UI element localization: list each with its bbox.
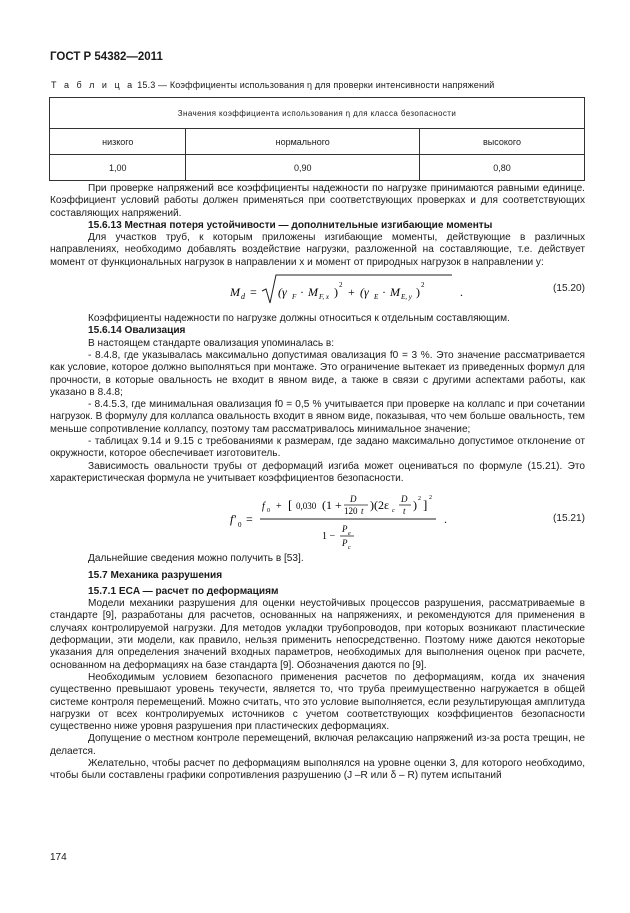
svg-text:D: D bbox=[401, 494, 408, 505]
svg-text:·: · bbox=[300, 285, 304, 300]
table-cell: 1,00 bbox=[50, 155, 186, 181]
svg-text:D: D bbox=[350, 494, 357, 505]
svg-text:c: c bbox=[392, 508, 395, 515]
svg-text:+: + bbox=[348, 285, 355, 300]
paragraph: Дальнейшие сведения можно получить в [53]. bbox=[88, 553, 304, 565]
table-column-header: высокого bbox=[419, 129, 584, 155]
svg-text:): ) bbox=[416, 285, 420, 300]
list-item: - 8.4.5.3, где минимальная овализация f0 = 0,5 % учитывается при проверке на коллапс и при сочетании нагрузок. В формулу для коллапса овальность входит в явном виде, показывая, что чем больше овальность, тем меньше сопротивление коллапсу, поэтому там рассматривалось минимальное значение; bbox=[50, 399, 585, 435]
formula-15-20 bbox=[50, 269, 585, 313]
paragraph: Зависимость овальности трубы от деформаций изгиба может оцениваться по формуле (15.21). Это характеристическая формула не учитывает коэффициентов безопасности. bbox=[50, 460, 585, 484]
svg-text:M: M bbox=[230, 285, 240, 300]
list-item: - таблицах 9.14 и 9.15 с требованиями к размерам, где задано максимально допустимое отклонение от окружности, которое обеспечивает изготовитель. bbox=[50, 436, 585, 460]
svg-text:(γ: (γ bbox=[278, 285, 287, 300]
section-heading: 15.6.14 Овализация bbox=[88, 325, 186, 337]
coefficients-table bbox=[49, 97, 585, 181]
formula-ovalization-graphic bbox=[230, 487, 490, 553]
list-item: - 8.4.8, где указывалась максимально допустимая овализация f0 = 3 %. Это значение рассматривается как условие, которое должно выполняться при монтаже. Это ограничение вытекает из приведенных формул для прочности, в которые овальность не входит в явном виде, а также в связи с другими аспектами работы, как указано в 8.4.8; bbox=[50, 349, 585, 398]
paragraph: Необходимым условием безопасного применения расчетов по деформациям, когда их значения существенно превышают уровень текучести, является то, что труба преимущественно нагружается в общей системе контроля перемещений. Можно считать, что это условие выполняется, если результирующая амплитуда нагрузки от всех контролируемых источников с учетом соответствующих коэффициентов безопасности существенно ниже уровня разрушения при пластических деформациях. bbox=[50, 671, 585, 733]
svg-text:d: d bbox=[241, 292, 245, 302]
table-caption-text: 15.3 — Коэффициенты использования η для проверки интенсивности напряжений bbox=[137, 80, 495, 90]
svg-text:F, x: F, x bbox=[319, 293, 329, 302]
table-cell: 0,90 bbox=[186, 155, 419, 181]
svg-text:c: c bbox=[348, 545, 351, 552]
table-caption-prefix: Т а б л и ц а bbox=[51, 80, 135, 90]
table-cell: 0,80 bbox=[419, 155, 584, 181]
formula-md-graphic bbox=[230, 271, 480, 311]
section-heading: 15.7.1 ECA — расчет по деформациям bbox=[88, 585, 279, 597]
paragraph: Коэффициенты надежности по нагрузке должны относиться к отдельным составляющим. bbox=[88, 313, 510, 325]
svg-text:[: [ bbox=[288, 497, 293, 513]
svg-text:t: t bbox=[403, 506, 406, 517]
formula-number: (15.21) bbox=[553, 513, 585, 525]
paragraph: Для участков труб, к которым приложены изгибающие моменты, действующие в различных направлениях, необходимо добавлять воздействие нагрузки, разложенной на составляющие, т.е. действует момент от функциональных нагрузок в направлении x и момент от природных нагрузок в направлении y: bbox=[50, 232, 585, 268]
body-text bbox=[50, 183, 585, 783]
svg-text:0,030: 0,030 bbox=[296, 501, 317, 512]
svg-text:P: P bbox=[342, 538, 348, 549]
svg-text:.: . bbox=[460, 285, 463, 300]
document-header: ГОСТ Р 54382—2011 bbox=[50, 51, 163, 63]
formula-15-21 bbox=[50, 485, 585, 553]
table-column-header: нормального bbox=[186, 129, 419, 155]
svg-text:t: t bbox=[361, 506, 364, 517]
svg-text:0: 0 bbox=[238, 521, 242, 530]
svg-text:·: · bbox=[382, 285, 386, 300]
page-number: 174 bbox=[50, 852, 67, 863]
svg-text:e: e bbox=[348, 531, 351, 538]
svg-text:F: F bbox=[292, 293, 297, 302]
paragraph: В настоящем стандарте овализация упоминалась в: bbox=[88, 337, 335, 349]
svg-text:): ) bbox=[413, 498, 417, 513]
formula-number: (15.20) bbox=[553, 283, 585, 295]
svg-text:): ) bbox=[334, 285, 338, 300]
section-heading: 15.6.13 Местная потеря устойчивости — дополнительные изгибающие моменты bbox=[88, 219, 493, 231]
svg-text:=: = bbox=[250, 285, 257, 300]
svg-text:(γ: (γ bbox=[360, 285, 369, 300]
paragraph: При проверке напряжений все коэффициенты надежности по нагрузке принимаются равными единице. Коэффициент условий работы должен применяться при соответствующих проверках и для соответствующих составляющих напряжений. bbox=[50, 183, 585, 219]
svg-text:f: f bbox=[262, 501, 265, 513]
svg-text:=: = bbox=[246, 512, 253, 527]
svg-text:1 −: 1 − bbox=[322, 531, 336, 543]
svg-text:)(2ε: )(2ε bbox=[370, 498, 390, 513]
svg-text:(1 +: (1 + bbox=[322, 498, 342, 513]
svg-text:P: P bbox=[342, 524, 348, 535]
paragraph: Допущение о местном контроле перемещений, включая релаксацию напряжений из-за роста трещин, не делается. bbox=[50, 733, 585, 757]
table-heading: Значения коэффициента использования η для класса безопасности bbox=[50, 98, 585, 129]
paragraph: Желательно, чтобы расчет по деформациям выполнялся на уровне оценки 3, для которого необходимо, чтобы были составлены графики сопротивления разрушению (J –R или δ – R) путем испытаний bbox=[50, 757, 585, 782]
section-heading: 15.7 Механика разрушения bbox=[88, 569, 223, 581]
svg-text:2: 2 bbox=[421, 281, 425, 290]
svg-text:+: + bbox=[276, 501, 282, 513]
svg-text:120: 120 bbox=[344, 506, 358, 517]
svg-text:2: 2 bbox=[429, 495, 432, 502]
svg-text:E: E bbox=[374, 293, 379, 302]
svg-text:M: M bbox=[390, 285, 400, 300]
svg-text:0: 0 bbox=[267, 508, 270, 515]
svg-text:E, y: E, y bbox=[401, 293, 412, 302]
svg-text:f': f' bbox=[230, 512, 236, 527]
paragraph: Модели механики разрушения для оценки неустойчивых процессов разрушения, рассматриваемые в стандарте [9], разработаны для расчетов, основанных на напряжениях, и рекомендуются для применения в случаях контролируемой нагрузки. Для методов укладки трубопроводов, при которых возникают пластические деформации, эти модели, как правило, нельзя применить непосредственно. Поэтому ниже даются некоторые указания для определения значений входных параметров, необходимых для выполнения оценок при расчете, основанном на деформациях на базе стандарта [9]. Обозначения даются по [9]. bbox=[50, 598, 585, 671]
table-column-header: низкого bbox=[50, 129, 186, 155]
svg-text:M: M bbox=[308, 285, 318, 300]
svg-text:.: . bbox=[444, 512, 447, 527]
svg-text:2: 2 bbox=[418, 496, 421, 503]
svg-text:2: 2 bbox=[339, 281, 343, 290]
svg-text:]: ] bbox=[423, 497, 428, 513]
table-caption bbox=[51, 80, 494, 90]
